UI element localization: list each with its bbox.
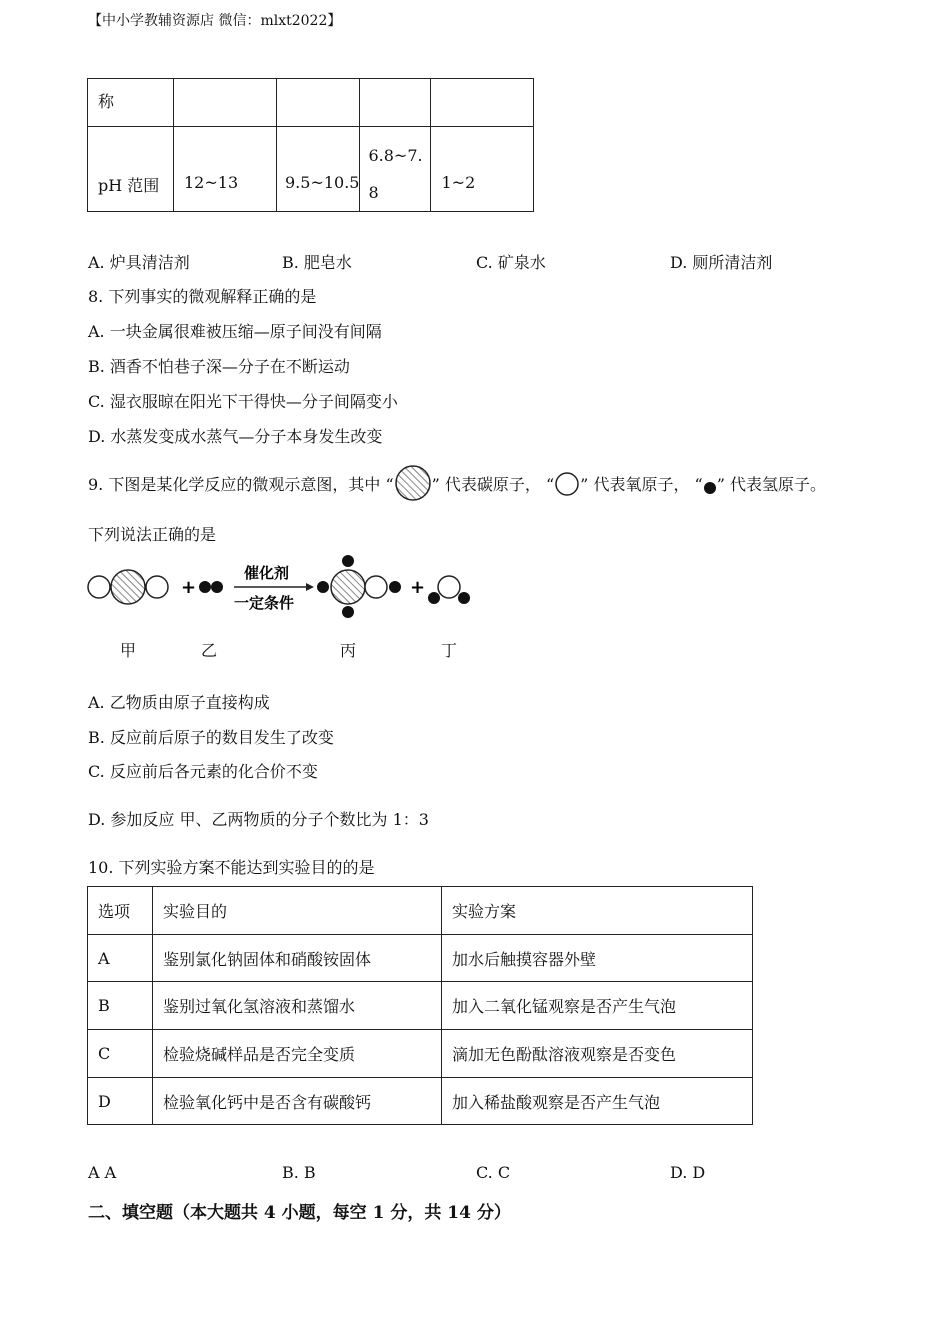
hydrogen-atom-icon [703,481,717,495]
condition-bottom: 一定条件 [234,594,295,612]
q9-option-d[interactable]: D. 参加反应 甲、乙两物质的分子个数比为 1：3 [88,810,429,829]
table-cell [431,79,534,127]
table-cell: 9.5~10.5 [277,127,360,212]
q8-option-b[interactable]: B. 酒香不怕巷子深—分子在不断运动 [88,357,350,376]
q9-option-c[interactable]: C. 反应前后各元素的化合价不变 [88,762,318,781]
molecule-ding [428,576,470,604]
table-cell: pH 范围 [88,127,174,212]
table-cell: 1~2 [431,127,534,212]
table-cell [174,79,277,127]
table-row [88,935,753,982]
q8-option-a[interactable]: A. 一块金属很难被压缩—原子间没有间隔 [88,322,382,341]
answer-c[interactable]: C. C [476,1163,511,1182]
q9-stem-text: ” 代表碳原子， “ [431,475,555,494]
q8-stem: 8. 下列事实的微观解释正确的是 [88,287,317,306]
page-header: 【中小学教辅资源店 微信：mlxt2022】 [88,13,342,29]
table-cell: 加入二氧化锰观察是否产生气泡 [442,982,753,1030]
table-cell: 检验氧化钙中是否含有碳酸钙 [153,1078,442,1125]
reaction-diagram [84,550,484,625]
table-cell: 12~13 [174,127,277,212]
q8-option-d[interactable]: D. 水蒸发变成水蒸气—分子本身发生改变 [88,427,383,446]
label-ding: 丁 [441,641,458,660]
label-jia: 甲 [120,641,137,660]
table-cell [360,127,431,212]
molecule-bing [317,555,401,618]
option-a[interactable]: A. 炉具清洁剂 [88,253,190,272]
table-cell: 加水后触摸容器外壁 [442,935,753,982]
table-cell: D [88,1078,153,1125]
table-row [88,982,753,1030]
q10-answers [88,1163,888,1185]
table-cell: 加入稀盐酸观察是否产生气泡 [442,1078,753,1125]
table-cell: 鉴别氯化钠固体和硝酸铵固体 [153,935,442,982]
plus-sign: + [181,577,197,598]
option-b[interactable]: B. 肥皂水 [282,253,352,272]
table-cell: 鉴别过氧化氢溶液和蒸馏水 [153,982,442,1030]
table-row [88,1078,753,1125]
table-cell: C [88,1030,153,1078]
q9-stem-text: ” 代表氢原子。 [716,475,826,494]
q10-stem: 10. 下列实验方案不能达到实验目的的是 [88,858,375,877]
table-cell: 检验烧碱样品是否完全变质 [153,1030,442,1078]
section-2-heading: 二、填空题（本大题共 4 小题，每空 1 分，共 14 分） [88,1203,511,1223]
q7-options [88,250,888,272]
arrow-head [306,583,314,591]
option-c[interactable]: C. 矿泉水 [476,253,546,272]
molecule-yi [199,581,223,593]
plus-sign: + [410,577,426,598]
experiment-table [87,886,753,1125]
answer-a[interactable]: A A [88,1163,117,1182]
table-cell: A [88,935,153,982]
ph-value-part1: 6.8~7. [368,146,423,165]
label-bing: 丙 [340,641,357,660]
table-header-row [88,887,753,935]
answer-b[interactable]: B. B [282,1163,316,1182]
label-yi: 乙 [201,641,218,660]
header-cell: 选项 [88,887,153,935]
table-cell [277,79,360,127]
option-d[interactable]: D. 厕所清洁剂 [670,253,773,272]
oxygen-atom-icon [554,471,580,497]
header-cell: 实验目的 [153,887,442,935]
table-row [88,79,534,127]
q9-stem [88,472,826,495]
q9-stem-line2: 下列说法正确的是 [88,525,217,544]
q9-stem-text: ” 代表氧原子， “ [580,475,703,494]
carbon-atom-icon [394,464,432,502]
q9-stem-text: 9. 下图是某化学反应的微观示意图，其中 “ [88,475,394,494]
molecule-jia [88,570,168,604]
table-row [88,127,534,212]
answer-d[interactable]: D. D [670,1163,706,1182]
table-cell [360,79,431,127]
header-cell: 实验方案 [442,887,753,935]
table-row [88,1030,753,1078]
table-cell: 滴加无色酚酞溶液观察是否变色 [442,1030,753,1078]
condition-top: 催化剂 [244,564,290,582]
q9-option-a[interactable]: A. 乙物质由原子直接构成 [88,693,270,712]
table-cell: 称 [88,79,174,127]
ph-value-part2: 8 [368,183,379,202]
q8-option-c[interactable]: C. 湿衣服晾在阳光下干得快—分子间隔变小 [88,392,398,411]
table-cell: B [88,982,153,1030]
ph-table [87,78,534,212]
q9-option-b[interactable]: B. 反应前后原子的数目发生了改变 [88,728,334,747]
